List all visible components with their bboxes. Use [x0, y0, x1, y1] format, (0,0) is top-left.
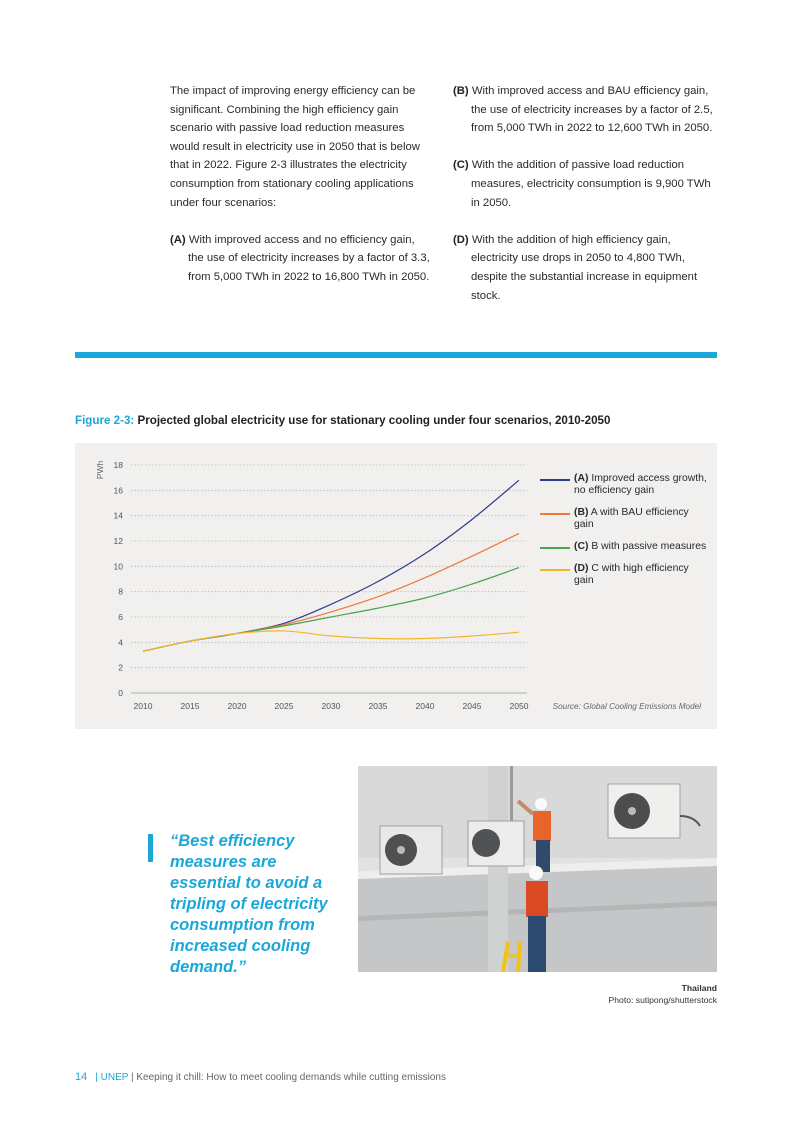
legend-item-d — [540, 563, 710, 587]
legend-text-c: B with passive measures — [588, 541, 707, 552]
photo-illustration — [358, 766, 717, 972]
legend-label-d: (D) — [574, 563, 589, 574]
y-tick-label-10: 10 — [113, 561, 123, 572]
body-column-right — [453, 82, 719, 324]
photo-caption — [609, 982, 717, 1006]
x-tick-label-2040: 2040 — [415, 701, 435, 711]
figure-title: Projected global electricity use for stationary cooling under four scenarios, 2010-2050 — [134, 414, 611, 427]
scenario-a-item — [170, 231, 432, 287]
x-tick-label-2010: 2010 — [133, 701, 153, 711]
y-tick-label-16: 16 — [113, 485, 123, 496]
legend-label-c: (C) — [574, 541, 589, 552]
y-tick-label-6: 6 — [118, 612, 123, 622]
scenario-d-item — [453, 231, 719, 305]
x-tick-label-2015: 2015 — [180, 701, 200, 711]
scenario-c-text: With the addition of passive load reduction measures, electricity consumption is 9,900 TWh in 2050. — [468, 159, 711, 209]
body-column-left — [170, 82, 432, 305]
scenario-b-text: With improved access and BAU efficiency gain, the use of electricity increases by a factor of 2.5, from 5,000 TWh in 2022 to 12,600 TWh in 2050. — [468, 85, 713, 135]
chart-panel — [75, 443, 717, 729]
y-tick-label-2: 2 — [118, 662, 123, 673]
x-tick-label-2030: 2030 — [321, 701, 341, 711]
legend-swatch-c — [540, 547, 570, 549]
photo-credit: Photo: sutipong/shutterstock — [608, 995, 717, 1005]
legend-text-b: A with BAU efficiency gain — [574, 507, 689, 530]
scenario-a-label: (A) — [170, 233, 186, 246]
x-tick-label-2035: 2035 — [368, 701, 388, 711]
chart-source: Source: Global Cooling Emissions Model — [552, 702, 701, 711]
series-line-c — [143, 568, 519, 652]
legend-label-b: (B) — [574, 507, 589, 518]
y-tick-label-4: 4 — [118, 637, 123, 648]
figure-label: Figure 2-3: — [75, 414, 135, 427]
section-divider — [75, 352, 717, 358]
y-tick-label-18: 18 — [113, 460, 123, 470]
scenario-b-label: (B) — [453, 85, 469, 97]
legend-swatch-d — [540, 569, 570, 571]
figure-caption — [75, 414, 735, 427]
pull-quote: “Best efficiency measures are essential to avoid a tripling of electricity consumption from increased cooling demand.” — [170, 832, 328, 976]
x-tick-label-2025: 2025 — [274, 701, 294, 711]
legend-item-c — [540, 541, 710, 553]
y-axis-label: PWh — [95, 460, 105, 480]
scenario-b-item — [453, 82, 719, 138]
series-line-d — [143, 631, 519, 651]
page-number: 14 — [75, 1071, 88, 1083]
scenario-a-text: With improved access and no efficiency gain, the use of electricity increases by a factor of 3.3, from 5,000 TWh in 2022 to 16,800 TWh in 2050. — [185, 233, 430, 283]
worker-lower — [526, 866, 548, 972]
legend-label-a: (A) — [574, 473, 589, 484]
intro-paragraph: The impact of improving energy efficiency can be significant. Combining the high efficiency gain scenario with passive load reduction measures would result in electricity use in 2050 that is below that in 2022. Figure 2-3 illustrates the electricity consumption from stationary cooling applications under four scenarios: — [170, 85, 420, 209]
chart-legend — [540, 473, 710, 597]
footer-title: | Keeping it chill: How to meet cooling demands while cutting emissions — [128, 1072, 446, 1083]
quote-accent-bar — [148, 834, 153, 862]
footer-org: | UNEP — [95, 1072, 129, 1083]
scenario-d-text: With the addition of high efficiency gain, electricity use drops in 2050 to 4,800 TWh, despite the substantial increase in equipment stock. — [468, 233, 698, 302]
x-tick-label-2050: 2050 — [509, 701, 529, 711]
legend-text-d: C with high efficiency gain — [574, 563, 689, 586]
legend-swatch-a — [540, 479, 570, 481]
legend-text-a: Improved access growth, no efficiency gain — [574, 473, 707, 496]
photo-workers-installing-ac — [358, 766, 717, 972]
legend-item-b — [540, 507, 710, 531]
y-tick-label-14: 14 — [113, 510, 123, 521]
scenario-c-label: (C) — [453, 159, 469, 172]
y-tick-label-12: 12 — [113, 536, 123, 546]
ac-unit-1 — [380, 826, 442, 874]
x-tick-label-2045: 2045 — [462, 701, 482, 711]
legend-swatch-b — [540, 513, 570, 515]
series-line-b — [143, 533, 519, 651]
page-footer — [75, 1071, 446, 1083]
legend-item-a — [540, 473, 710, 497]
y-tick-label-8: 8 — [118, 586, 123, 597]
scenario-c-item — [453, 156, 719, 212]
series-line-a — [143, 480, 519, 651]
y-tick-label-0: 0 — [118, 688, 123, 698]
x-tick-label-2020: 2020 — [227, 701, 247, 711]
photo-location: Thailand — [681, 983, 717, 993]
ac-unit-2 — [468, 821, 524, 866]
scenario-d-label: (D) — [453, 233, 469, 246]
